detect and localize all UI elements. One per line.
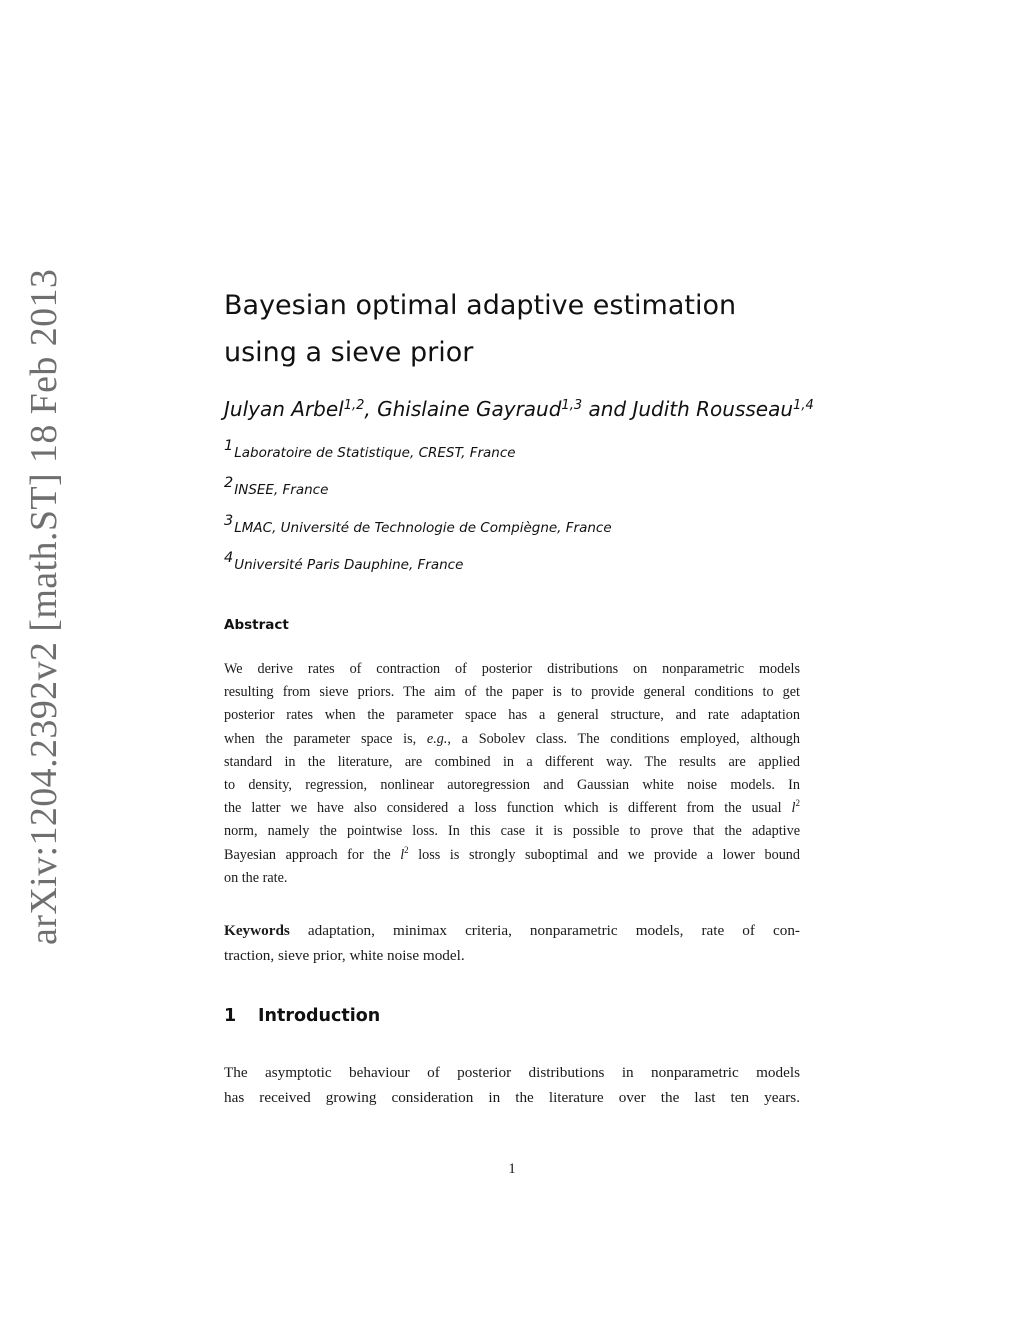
section-title: Introduction (258, 1006, 381, 1026)
keywords-line (224, 918, 800, 943)
abstract-line (224, 728, 800, 751)
math-symbol: l (400, 846, 405, 863)
abstract-line (224, 704, 800, 727)
title-line: using a sieve prior (224, 337, 474, 368)
author-list (224, 397, 864, 421)
abstract-text (224, 658, 800, 890)
affiliation-text: Université Paris Dauphine, France (234, 557, 464, 573)
line-text: posterior rates when the parameter space has a general structure, and rate adaptation (224, 707, 800, 724)
line-text: to density, regression, nonlinear autoregression and Gaussian white noise models. In (224, 776, 800, 793)
abstract-line (224, 820, 800, 843)
affiliation-number: 2 (224, 475, 234, 491)
line-text: when the parameter space is, (224, 730, 427, 747)
line-text: norm, namely the pointwise loss. In this case it is possible to prove that the adaptive (224, 823, 800, 840)
author-affiliation-marker: 1,2 (343, 398, 365, 413)
keywords-text: adaptation, minimax criteria, nonparametric models, rate of con- (289, 922, 800, 939)
affiliation (224, 475, 329, 498)
math-superscript: 2 (795, 798, 800, 809)
line-text: resulting from sieve priors. The aim of the paper is to provide general conditions to get (224, 684, 800, 701)
author-affiliation-marker: 1,3 (561, 398, 583, 413)
abstract-line (224, 774, 800, 797)
math-symbol: l (791, 800, 796, 817)
abstract-line (224, 797, 800, 820)
introduction-paragraph (224, 1060, 800, 1110)
emphasis-text: e.g. (426, 730, 448, 747)
title-line: Bayesian optimal adaptive estimation (224, 290, 737, 321)
affiliation-text: LMAC, Université de Technologie de Compiègne, France (234, 520, 612, 536)
abstract-line (224, 867, 800, 890)
line-text: standard in the literature, are combined in a different way. The results are applied (224, 753, 800, 770)
line-text: on the rate. (224, 869, 288, 886)
author-name: Judith Rousseau (632, 397, 794, 421)
abstract-line (224, 751, 800, 774)
keywords-text: traction, sieve prior, white noise model. (224, 947, 465, 964)
author-separator: , (364, 397, 378, 421)
abstract-line (224, 658, 800, 681)
affiliation-text: INSEE, France (234, 482, 329, 498)
line-text: loss is strongly suboptimal and we provide a lower bound (408, 846, 800, 863)
keywords-block (224, 918, 800, 968)
affiliation (224, 513, 612, 536)
paper-title (224, 282, 824, 376)
author-name: Ghislaine Gayraud (377, 397, 562, 421)
intro-line: The asymptotic behaviour of posterior distributions in nonparametric models (224, 1064, 800, 1081)
abstract-heading: Abstract (224, 617, 289, 633)
arxiv-identifier-stamp: arXiv:1204.2392v2 [math.ST] 18 Feb 2013 (23, 268, 65, 945)
keywords-label: Keywords (224, 922, 290, 939)
section-number: 1 (224, 1006, 237, 1026)
affiliation (224, 550, 464, 573)
affiliation-number: 1 (224, 438, 234, 454)
author-name: Julyan Arbel (224, 397, 344, 421)
abstract-line (224, 681, 800, 704)
section-heading (224, 1006, 380, 1026)
abstract-line (224, 844, 800, 867)
line-text: the latter we have also considered a loss function which is different from the usual (224, 800, 792, 817)
line-text: , a Sobolev class. The conditions employed, although (447, 730, 800, 747)
page-number: 1 (508, 1161, 516, 1177)
affiliation (224, 438, 516, 461)
math-superscript: 2 (404, 844, 409, 855)
line-text: Bayesian approach for the (224, 846, 401, 863)
author-affiliation-marker: 1,4 (793, 398, 814, 413)
keywords-line (224, 943, 800, 968)
affiliation-text: Laboratoire de Statistique, CREST, France (234, 445, 516, 461)
line-text: We derive rates of contraction of posterior distributions on nonparametric models (224, 661, 800, 677)
affiliation-number: 3 (224, 513, 234, 529)
author-separator: and (582, 397, 633, 421)
intro-line: has received growing consideration in the literature over the last ten years. (224, 1089, 800, 1106)
affiliation-number: 4 (224, 550, 234, 566)
